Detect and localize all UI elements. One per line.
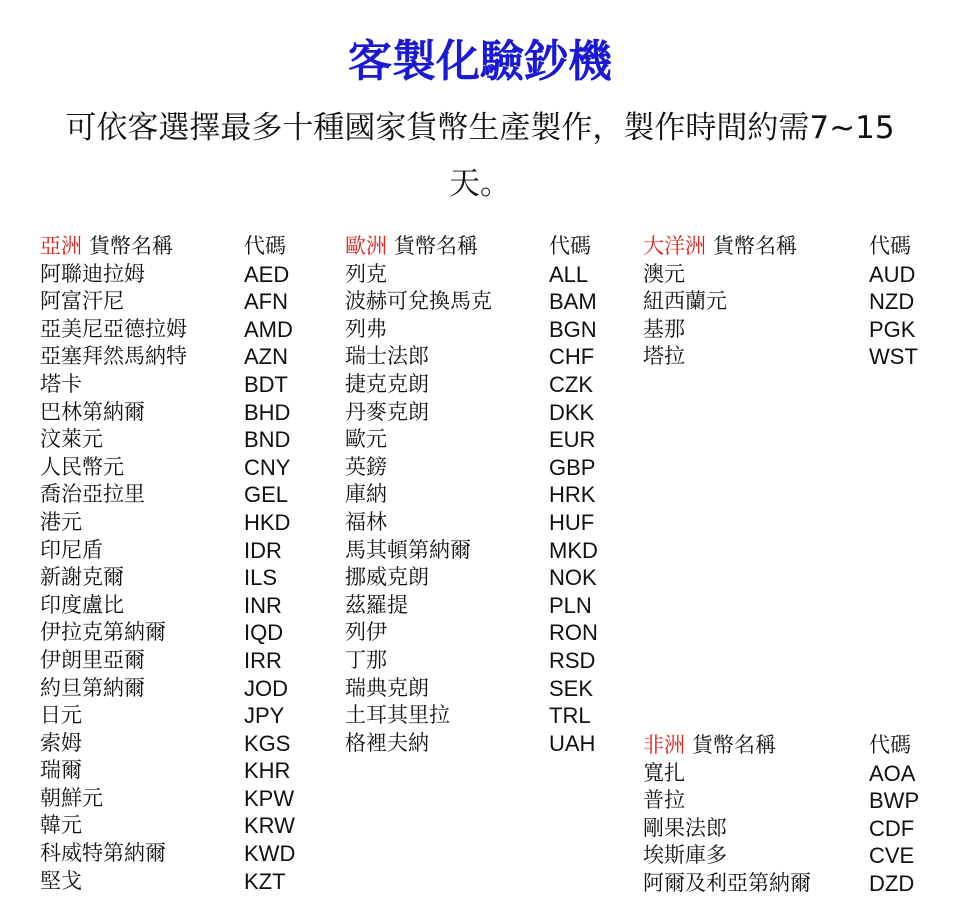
currency-name: 澳元: [643, 261, 685, 286]
currency-row: [345, 481, 609, 509]
currency-code: HUF: [549, 509, 595, 535]
europe-header-name: [345, 233, 549, 261]
currency-name: 歐元: [345, 427, 387, 452]
currency-code: KWD: [244, 841, 296, 867]
currency-code: NOK: [549, 565, 597, 591]
currency-row: [345, 537, 609, 565]
currency-row: [643, 261, 929, 289]
currency-row: [40, 288, 304, 316]
currency-name: 索姆: [40, 730, 82, 755]
currency-code: ILS: [244, 565, 278, 591]
currency-name: 波赫可兌換馬克: [345, 289, 492, 314]
currency-code: KPW: [244, 785, 295, 811]
currency-code: CHF: [549, 344, 595, 370]
currency-code: BGN: [549, 316, 597, 342]
oceania-code-header: 代碼: [869, 234, 911, 258]
currency-row: [643, 343, 929, 371]
currency-name: 亞美尼亞德拉姆: [40, 316, 187, 341]
currency-code: IDR: [244, 537, 282, 563]
currency-row: [345, 647, 609, 675]
currency-code: BDT: [244, 371, 288, 397]
currency-row: [40, 702, 304, 730]
currency-code: BND: [244, 427, 291, 453]
currency-name: 約旦第納爾: [40, 675, 145, 700]
currency-row: [345, 343, 609, 371]
currency-code: AOA: [869, 760, 916, 786]
currency-code: KHR: [244, 758, 291, 784]
asia-currency-name-header: 貨幣名稱: [89, 234, 173, 258]
currency-code: HKD: [244, 509, 291, 535]
currency-name: 汶萊元: [40, 427, 103, 452]
currency-row: [643, 316, 929, 344]
currency-name: 印度盧比: [40, 592, 124, 617]
currency-name: 瑞爾: [40, 758, 82, 783]
currency-row: [643, 288, 929, 316]
currency-name: 亞塞拜然馬納特: [40, 344, 187, 369]
currency-code: SEK: [549, 675, 594, 701]
africa-header-row: [643, 732, 929, 760]
currency-row: [40, 343, 304, 371]
currency-name: 韓元: [40, 813, 82, 838]
currency-name: 埃斯庫多: [643, 843, 727, 868]
asia-currency-list: [40, 233, 304, 895]
currency-row: [40, 812, 304, 840]
currency-name: 挪威克朗: [345, 565, 429, 590]
currency-row: [345, 509, 609, 537]
oceania-currency-name-header: 貨幣名稱: [713, 234, 797, 258]
africa-region-label: 非洲: [643, 733, 685, 757]
asia-region-label: 亞洲: [40, 234, 82, 258]
currency-name: 剛果法郎: [643, 815, 727, 840]
currency-name: 堅戈: [40, 868, 82, 893]
currency-code: AUD: [869, 261, 916, 287]
currency-code: AED: [244, 261, 290, 287]
currency-name: 列弗: [345, 316, 387, 341]
currency-code: AZN: [244, 344, 288, 370]
currency-name: 寬扎: [643, 760, 685, 785]
currency-row: [643, 870, 929, 898]
currency-name: 捷克克朗: [345, 371, 429, 396]
currency-row: [40, 675, 304, 703]
currency-name: 列克: [345, 261, 387, 286]
currency-name: 印尼盾: [40, 537, 103, 562]
currency-name: 阿富汗尼: [40, 289, 124, 314]
currency-name: 普拉: [643, 788, 685, 813]
currency-row: [40, 785, 304, 813]
currency-row: [40, 619, 304, 647]
currency-name: 馬其頓第納爾: [345, 537, 471, 562]
currency-code: RON: [549, 620, 598, 646]
currency-name: 新謝克爾: [40, 565, 124, 590]
europe-code-header: 代碼: [549, 234, 591, 258]
currency-code: PGK: [869, 316, 916, 342]
currency-code: EUR: [549, 427, 596, 453]
currency-name: 庫納: [345, 482, 387, 507]
currency-row: [643, 760, 929, 788]
currency-row: [345, 316, 609, 344]
currency-row: [40, 509, 304, 537]
currency-code: KGS: [244, 730, 291, 756]
currency-row: [40, 481, 304, 509]
currency-code: CVE: [869, 843, 915, 869]
currency-row: [345, 371, 609, 399]
currency-name: 科威特第納爾: [40, 841, 166, 866]
currency-code: HRK: [549, 482, 596, 508]
currency-row: [345, 675, 609, 703]
europe-currency-list: [345, 233, 609, 757]
currency-code: RSD: [549, 647, 596, 673]
currency-name: 福林: [345, 509, 387, 534]
currency-row: [345, 426, 609, 454]
currency-name: 格裡夫納: [345, 730, 429, 755]
currency-row: [40, 399, 304, 427]
currency-name: 朝鮮元: [40, 785, 103, 810]
page-title: 客製化驗鈔機: [348, 36, 612, 87]
currency-name: 人民幣元: [40, 454, 124, 479]
currency-code: ALL: [549, 261, 589, 287]
currency-row: [345, 288, 609, 316]
currency-code: AFN: [244, 289, 288, 315]
europe-header-row: [345, 233, 609, 261]
currency-row: [345, 619, 609, 647]
currency-code: GBP: [549, 454, 596, 480]
currency-name: 喬治亞拉里: [40, 482, 145, 507]
currency-name: 伊朗里亞爾: [40, 647, 145, 672]
currency-row: [345, 399, 609, 427]
currency-row: [40, 868, 304, 896]
europe-region-label: 歐洲: [345, 234, 387, 258]
currency-code: GEL: [244, 482, 289, 508]
currency-row: [345, 564, 609, 592]
currency-code: INR: [244, 592, 282, 618]
currency-code: CDF: [869, 815, 915, 841]
currency-code: CZK: [549, 371, 593, 397]
currency-name: 瑞士法郎: [345, 344, 429, 369]
page-subtitle: 可依客選擇最多十種國家貨幣生產製作，製作時間約需7~15天。: [65, 110, 895, 202]
currency-row: [40, 537, 304, 565]
currency-name: 日元: [40, 703, 82, 728]
currency-name: 阿爾及利亞第納爾: [643, 870, 811, 895]
currency-row: [345, 454, 609, 482]
currency-name: 列伊: [345, 620, 387, 645]
currency-row: [345, 702, 609, 730]
currency-code: BHD: [244, 399, 291, 425]
currency-code: PLN: [549, 592, 592, 618]
oceania-currency-list: [643, 233, 929, 371]
currency-row: [40, 261, 304, 289]
africa-currency-list: [643, 732, 929, 898]
africa-currency-name-header: 貨幣名稱: [692, 733, 776, 757]
currency-code: JPY: [244, 703, 285, 729]
currency-row: [40, 730, 304, 758]
currency-name: 土耳其里拉: [345, 703, 450, 728]
currency-code: UAH: [549, 730, 596, 756]
currency-row: [40, 840, 304, 868]
currency-code: IQD: [244, 620, 284, 646]
currency-name: 英鎊: [345, 454, 387, 479]
currency-name: 巴林第納爾: [40, 399, 145, 424]
currency-code: MKD: [549, 537, 598, 563]
currency-row: [40, 371, 304, 399]
oceania-region-label: 大洋洲: [643, 234, 706, 258]
currency-code: KRW: [244, 813, 295, 839]
currency-row: [40, 426, 304, 454]
currency-name: 塔卡: [40, 371, 82, 396]
currency-code: CNY: [244, 454, 291, 480]
currency-code: KZT: [244, 868, 286, 894]
currency-code: BWP: [869, 788, 920, 814]
currency-row: [40, 564, 304, 592]
currency-name: 紐西蘭元: [643, 289, 727, 314]
asia-header-row: [40, 233, 304, 261]
africa-code-header: 代碼: [869, 733, 911, 757]
currency-code: WST: [869, 344, 918, 370]
asia-code-header: 代碼: [244, 234, 286, 258]
currency-code: IRR: [244, 647, 282, 673]
africa-header-name: [643, 732, 869, 760]
currency-row: [345, 730, 609, 758]
currency-row: [643, 842, 929, 870]
currency-code: DKK: [549, 399, 595, 425]
currency-row: [40, 592, 304, 620]
currency-code: JOD: [244, 675, 288, 701]
currency-name: 丹麥克朗: [345, 399, 429, 424]
currency-code: TRL: [549, 703, 591, 729]
oceania-header-row: [643, 233, 929, 261]
currency-row: [40, 647, 304, 675]
currency-row: [40, 757, 304, 785]
currency-row: [40, 454, 304, 482]
europe-currency-name-header: 貨幣名稱: [394, 234, 478, 258]
currency-name: 茲羅提: [345, 592, 408, 617]
currency-name: 瑞典克朗: [345, 675, 429, 700]
currency-code: BAM: [549, 289, 597, 315]
currency-name: 基那: [643, 316, 685, 341]
asia-header-name: [40, 233, 244, 261]
currency-name: 港元: [40, 509, 82, 534]
currency-row: [643, 787, 929, 815]
currency-code: NZD: [869, 289, 915, 315]
currency-row: [40, 316, 304, 344]
oceania-header-name: [643, 233, 869, 261]
currency-row: [345, 592, 609, 620]
currency-name: 伊拉克第納爾: [40, 620, 166, 645]
currency-name: 阿聯迪拉姆: [40, 261, 145, 286]
currency-name: 丁那: [345, 647, 387, 672]
currency-code: DZD: [869, 870, 915, 896]
currency-row: [643, 815, 929, 843]
currency-code: AMD: [244, 316, 293, 342]
currency-row: [345, 261, 609, 289]
currency-name: 塔拉: [643, 344, 685, 369]
